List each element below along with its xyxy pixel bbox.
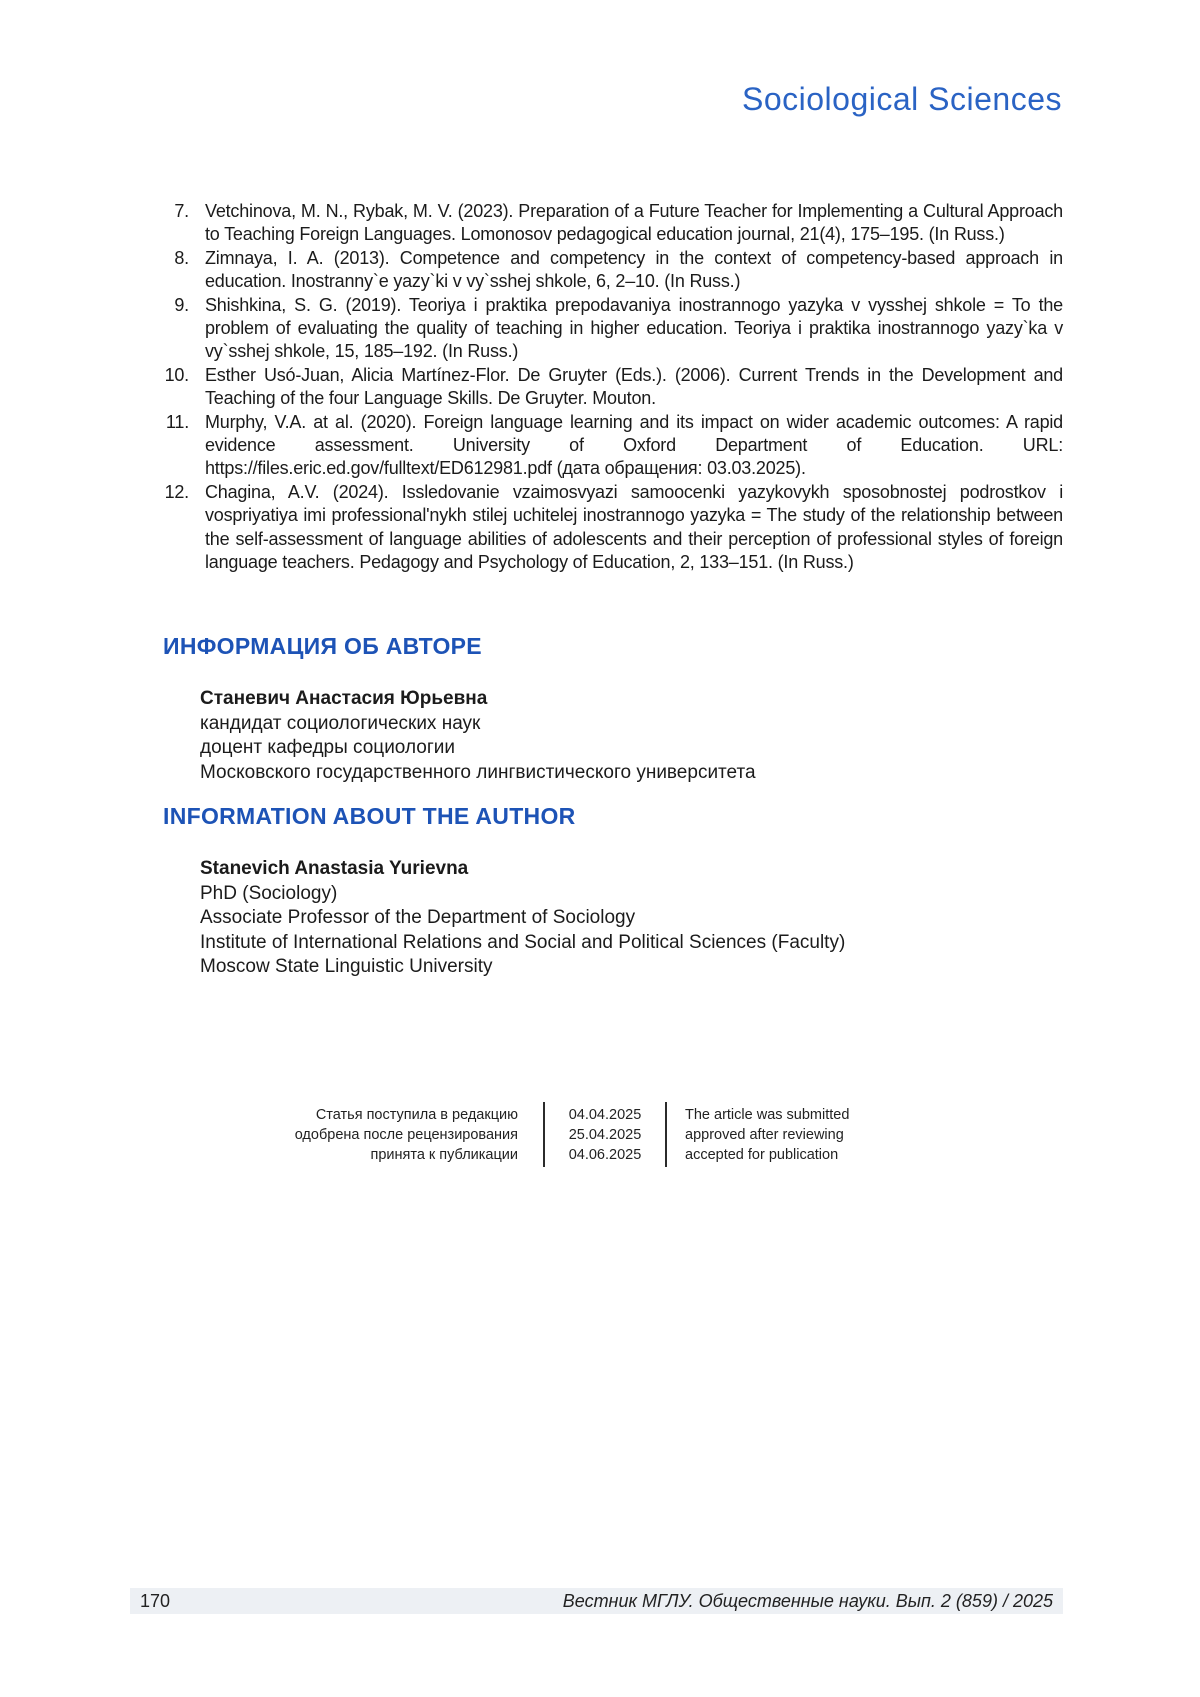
author-faculty-en: Institute of International Relations and Social and Political Sciences (Faculty) [200, 931, 846, 953]
reference-item [150, 411, 1063, 481]
page-header-title: Sociological Sciences [742, 81, 1062, 117]
dates-labels-en [667, 1105, 925, 1165]
article-dates-block [280, 1102, 925, 1167]
reference-item [150, 481, 1063, 575]
reference-text: Murphy, V.A. at al. (2020). Foreign language learning and its impact on wider academic outcomes: A rapid evidence assessment. University of Oxford Department of Education. URL: https://files.eric.ed.gov/fulltext/ED612981.pdf (дата обращения: 03.03.2025). [205, 411, 1063, 479]
reference-item [150, 364, 1063, 411]
author-info-en [200, 857, 845, 980]
section-heading-author-info-en: INFORMATION ABOUT THE AUTHOR [163, 803, 576, 829]
date-label-submitted-ru: Статья поступила в редакцию [315, 1106, 518, 1123]
author-position-en: Associate Professor of the Department of Sociology [200, 907, 636, 928]
reference-number: 11. [165, 411, 189, 432]
page-number: 170 [140, 1590, 171, 1611]
reference-item [150, 200, 1063, 247]
reference-item [150, 247, 1063, 294]
reference-text: Shishkina, S. G. (2019). Teoriya i praktika prepodavaniya inostrannogo yazyka v vysshej shkole = To the problem of evaluating the quality of teaching in higher education. Teoriya i praktika inostrannogo yazy`ka v vy`sshej shkole, 15, 185–192. (In Russ.) [205, 294, 1063, 362]
reference-text: Esther Usó-Juan, Alicia Martínez-Flor. De Gruyter (Eds.). (2006). Current Trends in the Development and Teaching of the four Language Skills. De Gruyter. Mouton. [205, 364, 1063, 409]
author-affiliation-en: Moscow State Linguistic University [200, 956, 493, 977]
date-label-accepted-en: accepted for publication [685, 1146, 839, 1163]
reference-item [150, 294, 1063, 364]
date-label-accepted-ru: принята к публикации [370, 1146, 518, 1163]
reference-number: 9. [174, 294, 189, 315]
author-affiliation-ru: Московского государственного лингвистического университета [200, 761, 756, 783]
reference-text: Chagina, A.V. (2024). Issledovanie vzaimosvyazi samoocenki yazykovykh sposobnostej podrostkov i vospriyatiya imi professional'nykh stilej uchitelej inostrannogo yazyka = The study of the relationship between the self-assessment of language abilities of adolescents and their perception of professional styles of foreign language teachers. Pedagogy and Psychology of Education, 2, 133–151. (In Russ.) [205, 481, 1063, 573]
reference-number: 12. [164, 481, 189, 502]
dates-labels-ru [280, 1105, 518, 1165]
reference-number: 8. [174, 247, 189, 268]
dates-values [545, 1105, 665, 1165]
page-footer [130, 1588, 1063, 1614]
references-list [150, 200, 1063, 575]
section-heading-author-info-ru: ИНФОРМАЦИЯ ОБ АВТОРЕ [163, 633, 482, 659]
journal-title: Вестник МГЛУ. Общественные науки. Вып. 2 (859) / 2025 [562, 1590, 1053, 1611]
author-name-ru: Станевич Анастасия Юрьевна [200, 688, 488, 709]
author-degree-ru: кандидат социологических наук [200, 712, 481, 734]
date-approved: 25.04.2025 [568, 1126, 642, 1143]
date-accepted: 04.06.2025 [568, 1146, 642, 1163]
date-label-approved-en: approved after reviewing [685, 1126, 844, 1143]
reference-text: Zimnaya, I. A. (2013). Competence and competency in the context of competency-based approach in education. Inostranny`e yazy`ki v vy`sshej shkole, 6, 2–10. (In Russ.) [205, 247, 1063, 292]
author-degree-en: PhD (Sociology) [200, 882, 338, 904]
author-position-ru: доцент кафедры социологии [200, 737, 455, 758]
reference-number: 7. [174, 201, 189, 221]
date-submitted: 04.04.2025 [568, 1106, 642, 1123]
author-name-en: Stanevich Anastasia Yurievna [200, 858, 469, 879]
author-info-ru [200, 687, 756, 785]
date-label-approved-ru: одобрена после рецензирования [294, 1126, 518, 1143]
reference-text: Vetchinova, M. N., Rybak, M. V. (2023). Preparation of a Future Teacher for Implementing a Cultural Approach to Teaching Foreign Languages. Lomonosov pedagogical education journal, 21(4), 175–195. (In Russ.) [205, 201, 1063, 245]
reference-number: 10. [164, 364, 189, 385]
date-label-submitted-en: The article was submitted [685, 1106, 850, 1123]
